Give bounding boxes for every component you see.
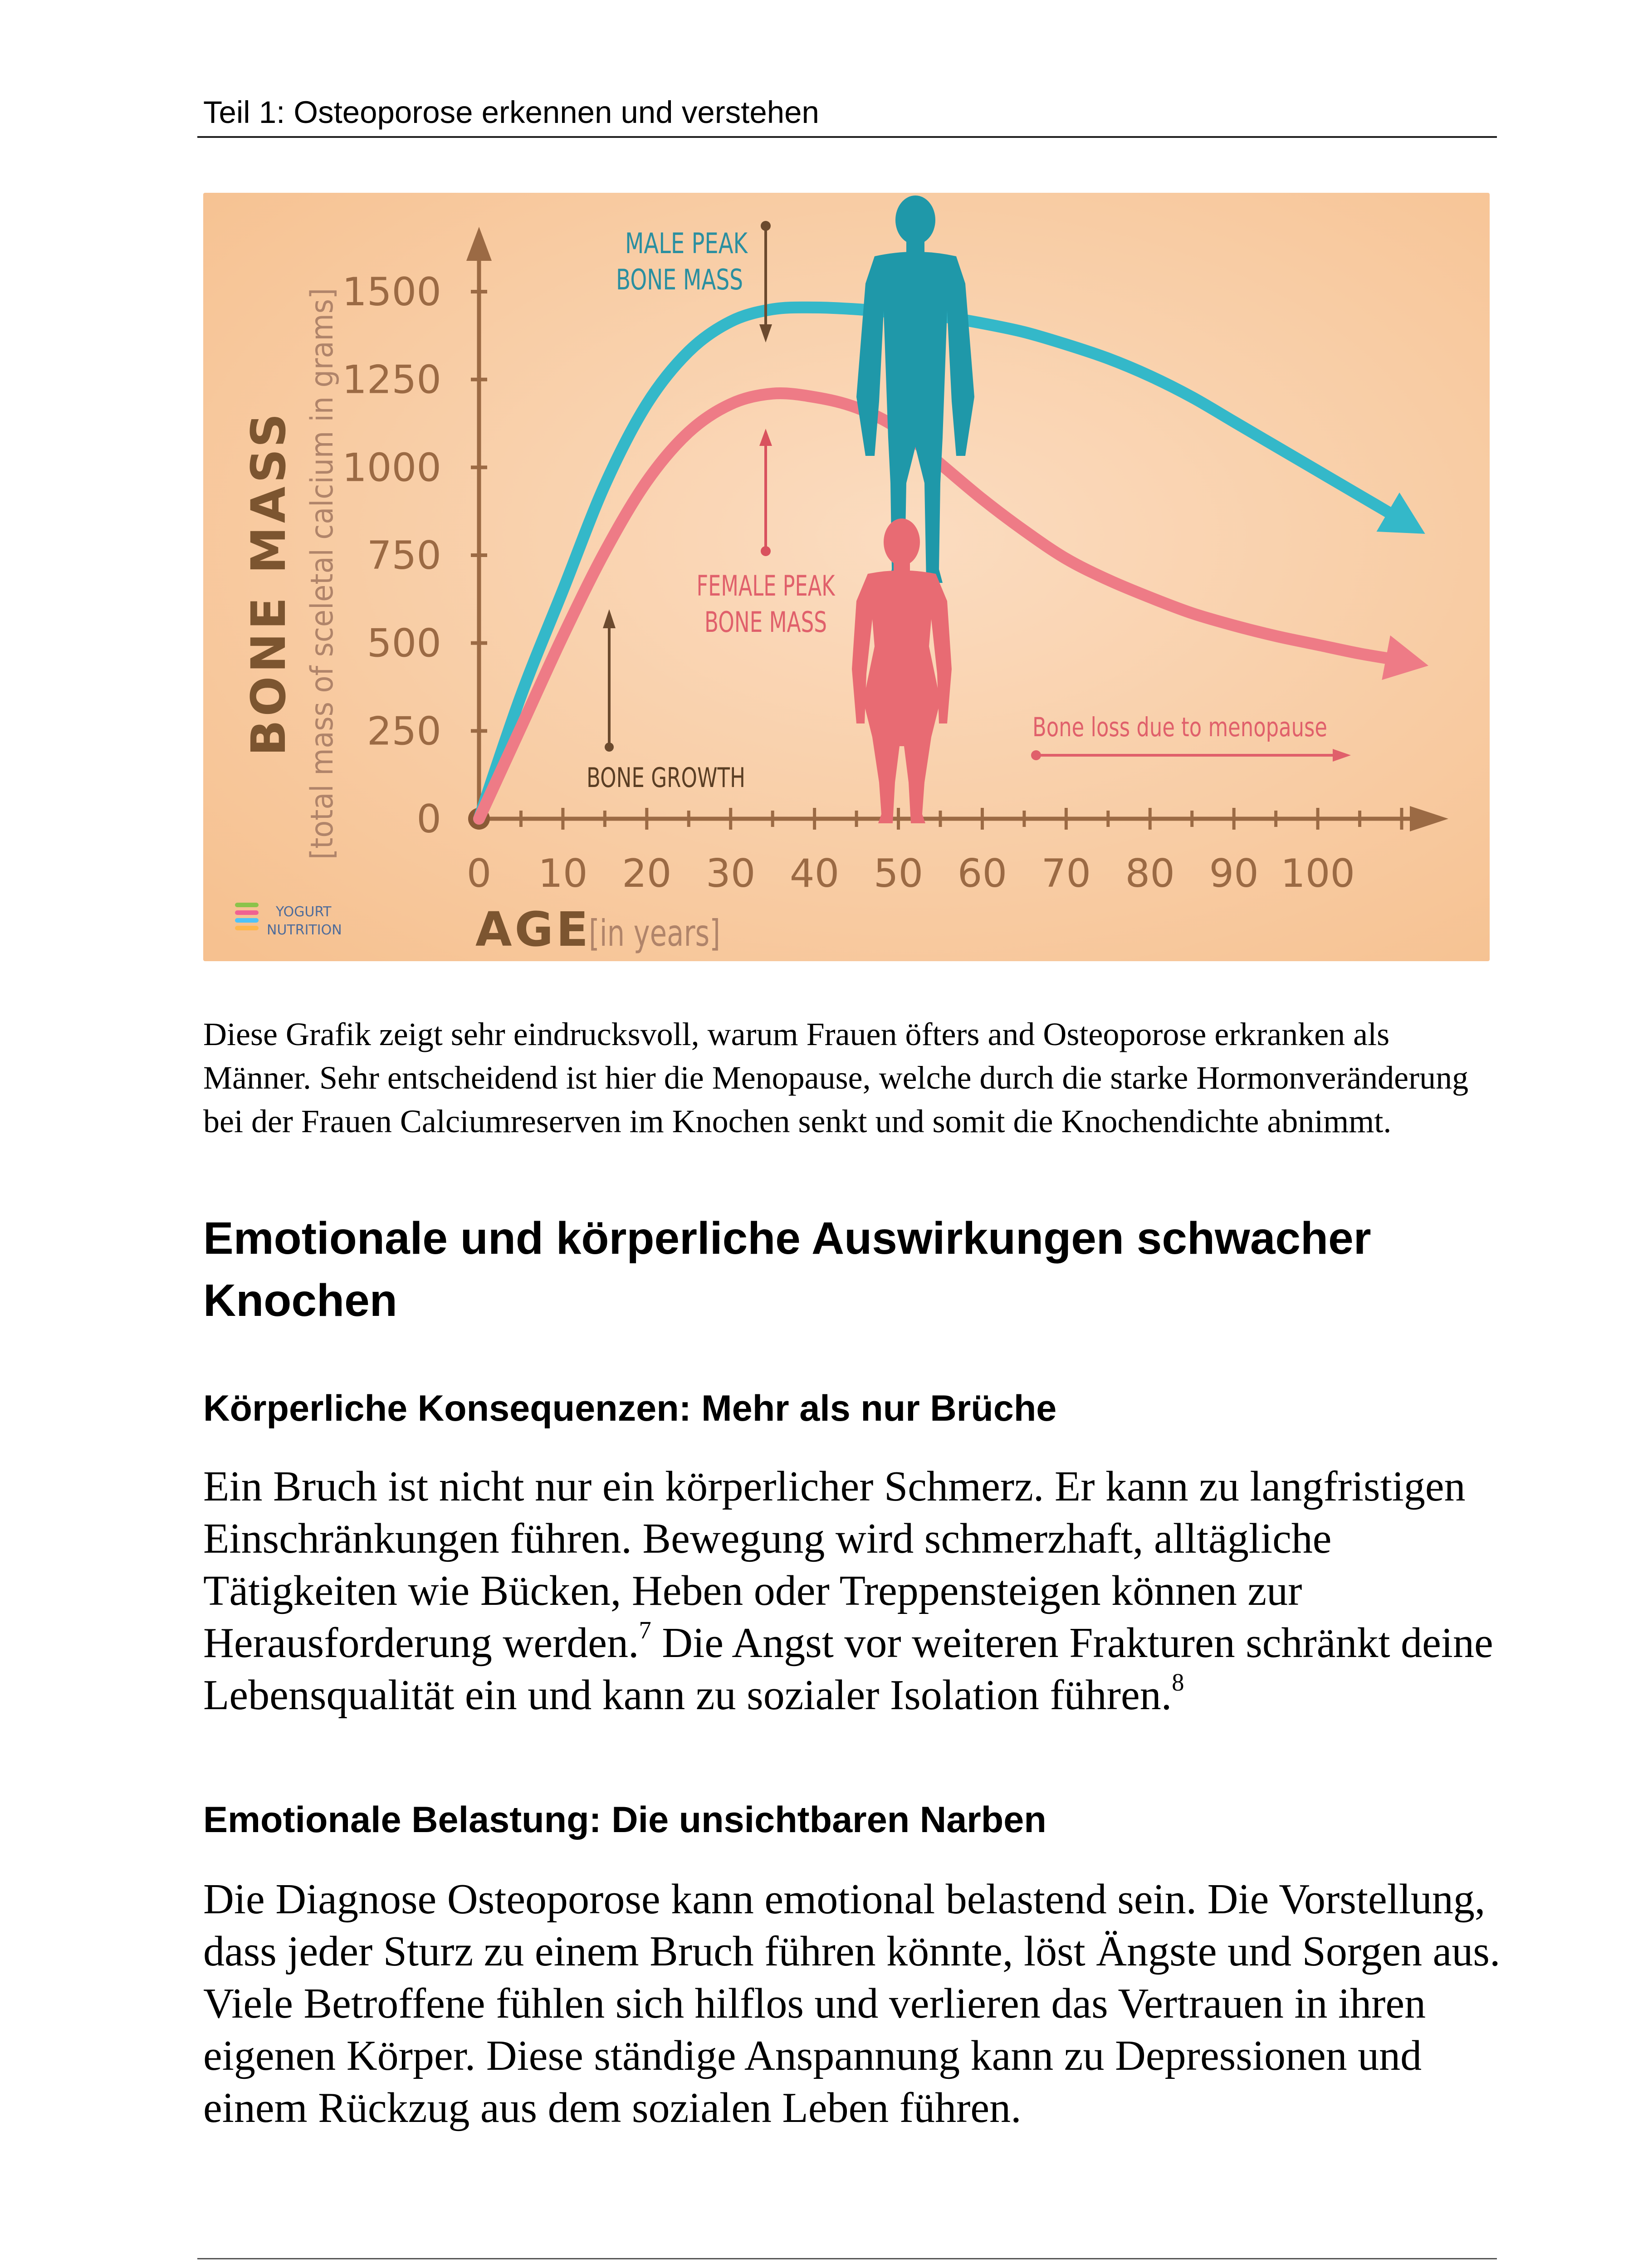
y-tick-label: 1000 (342, 445, 441, 491)
female-peak-label-line2: BONE MASS (704, 606, 827, 639)
bone-mass-figure (203, 193, 1490, 961)
x-tick-label: 80 (1125, 851, 1175, 896)
footnote-ref-7[interactable]: 7 (639, 1616, 651, 1644)
y-axis-title: BONE MASS (241, 410, 296, 756)
running-head: Teil 1: Osteoporose erkennen und verstehen (203, 95, 819, 130)
male-peak-label-line1: MALE PEAK (625, 227, 748, 260)
paragraph-emotional (203, 1873, 1501, 2134)
x-tick-label: 60 (957, 851, 1007, 896)
footer-rule (197, 2258, 1497, 2259)
x-tick-label: 40 (789, 851, 840, 896)
logo-text-line2: NUTRITION (267, 922, 342, 938)
bone-growth-label: BONE GROWTH (587, 762, 745, 794)
header-rule (197, 136, 1497, 138)
y-tick-label: 750 (367, 533, 441, 578)
subheading-physical: Körperliche Konsequenzen: Mehr als nur Brüche (203, 1388, 1057, 1429)
menopause-label: Bone loss due to menopause (1032, 712, 1327, 743)
x-tick-label: 20 (622, 851, 672, 896)
x-tick-label: 90 (1209, 851, 1259, 896)
x-axis-unit: [in years] (589, 912, 720, 954)
bone-growth-arrow-dot (605, 743, 614, 752)
figure-caption (203, 1012, 1501, 1143)
subheading-emotional: Emotionale Belastung: Die unsichtbaren Narben (203, 1799, 1046, 1840)
paragraph-physical (203, 1461, 1501, 1721)
x-tick-label: 30 (706, 851, 756, 896)
female-peak-label-line1: FEMALE PEAK (696, 569, 836, 602)
y-tick-label: 1250 (342, 357, 441, 403)
x-tick-label: 70 (1041, 851, 1091, 896)
y-tick-label: 0 (416, 797, 441, 842)
y-axis-subtitle: [total mass of sceletal calcium in grams] (304, 231, 340, 860)
x-axis-title: AGE (475, 902, 591, 957)
male-peak-label-line2: BONE MASS (616, 263, 743, 296)
bone-mass-chart (203, 193, 1490, 961)
paragraph-physical-part1: Ein Bruch ist nicht nur ein körperlicher Schmerz. Er kann zu langfristigen Einschränkungen führen. Bewegung wird schmerzhaft, alltägliche Tätigkeiten wie Bücken, Heben oder Treppensteigen können zur Herausforderung werden. (203, 1463, 1466, 1667)
x-tick-label: 10 (538, 851, 588, 896)
paragraph-emotional-text: Die Diagnose Osteoporose kann emotional belastend sein. Die Vorstellung, dass jeder Sturz zu einem Bruch führen könnte, löst Ängste und Sorgen aus. Viele Betroffene fühlen sich hilflos und verlieren das Vertrauen in ihren eigenen Körper. Diese ständige Anspannung kann zu Depressionen und einem Rückzug aus dem sozialen Leben führen. (203, 1876, 1501, 2131)
y-tick-label: 500 (367, 621, 441, 666)
footnote-ref-8[interactable]: 8 (1172, 1668, 1184, 1696)
section-heading: Emotionale und körperliche Auswirkungen schwacher Knochen (203, 1213, 1371, 1326)
x-tick-label: 50 (873, 851, 924, 896)
logo-text-line1: YOGURT (276, 904, 332, 920)
x-tick-label: 100 (1281, 851, 1355, 896)
figure-caption-text: Diese Grafik zeigt sehr eindrucksvoll, warum Frauen öfters and Osteoporose erkranken als Männer. Sehr entscheidend ist hier die Menopause, welche durch die starke Hormonveränderung bei der Frauen Calciumreserven im Knochen senkt und somit die Knochendichte abnimmt. (203, 1016, 1469, 1139)
y-tick-label: 1500 (342, 269, 441, 315)
x-tick-label: 0 (466, 851, 492, 896)
paragraph-physical-part2: Die Angst vor weiteren Frakturen schränkt deine Lebensqualität ein und kann zu sozialer Isolation führen. (203, 1619, 1493, 1719)
y-tick-label: 250 (367, 709, 441, 754)
